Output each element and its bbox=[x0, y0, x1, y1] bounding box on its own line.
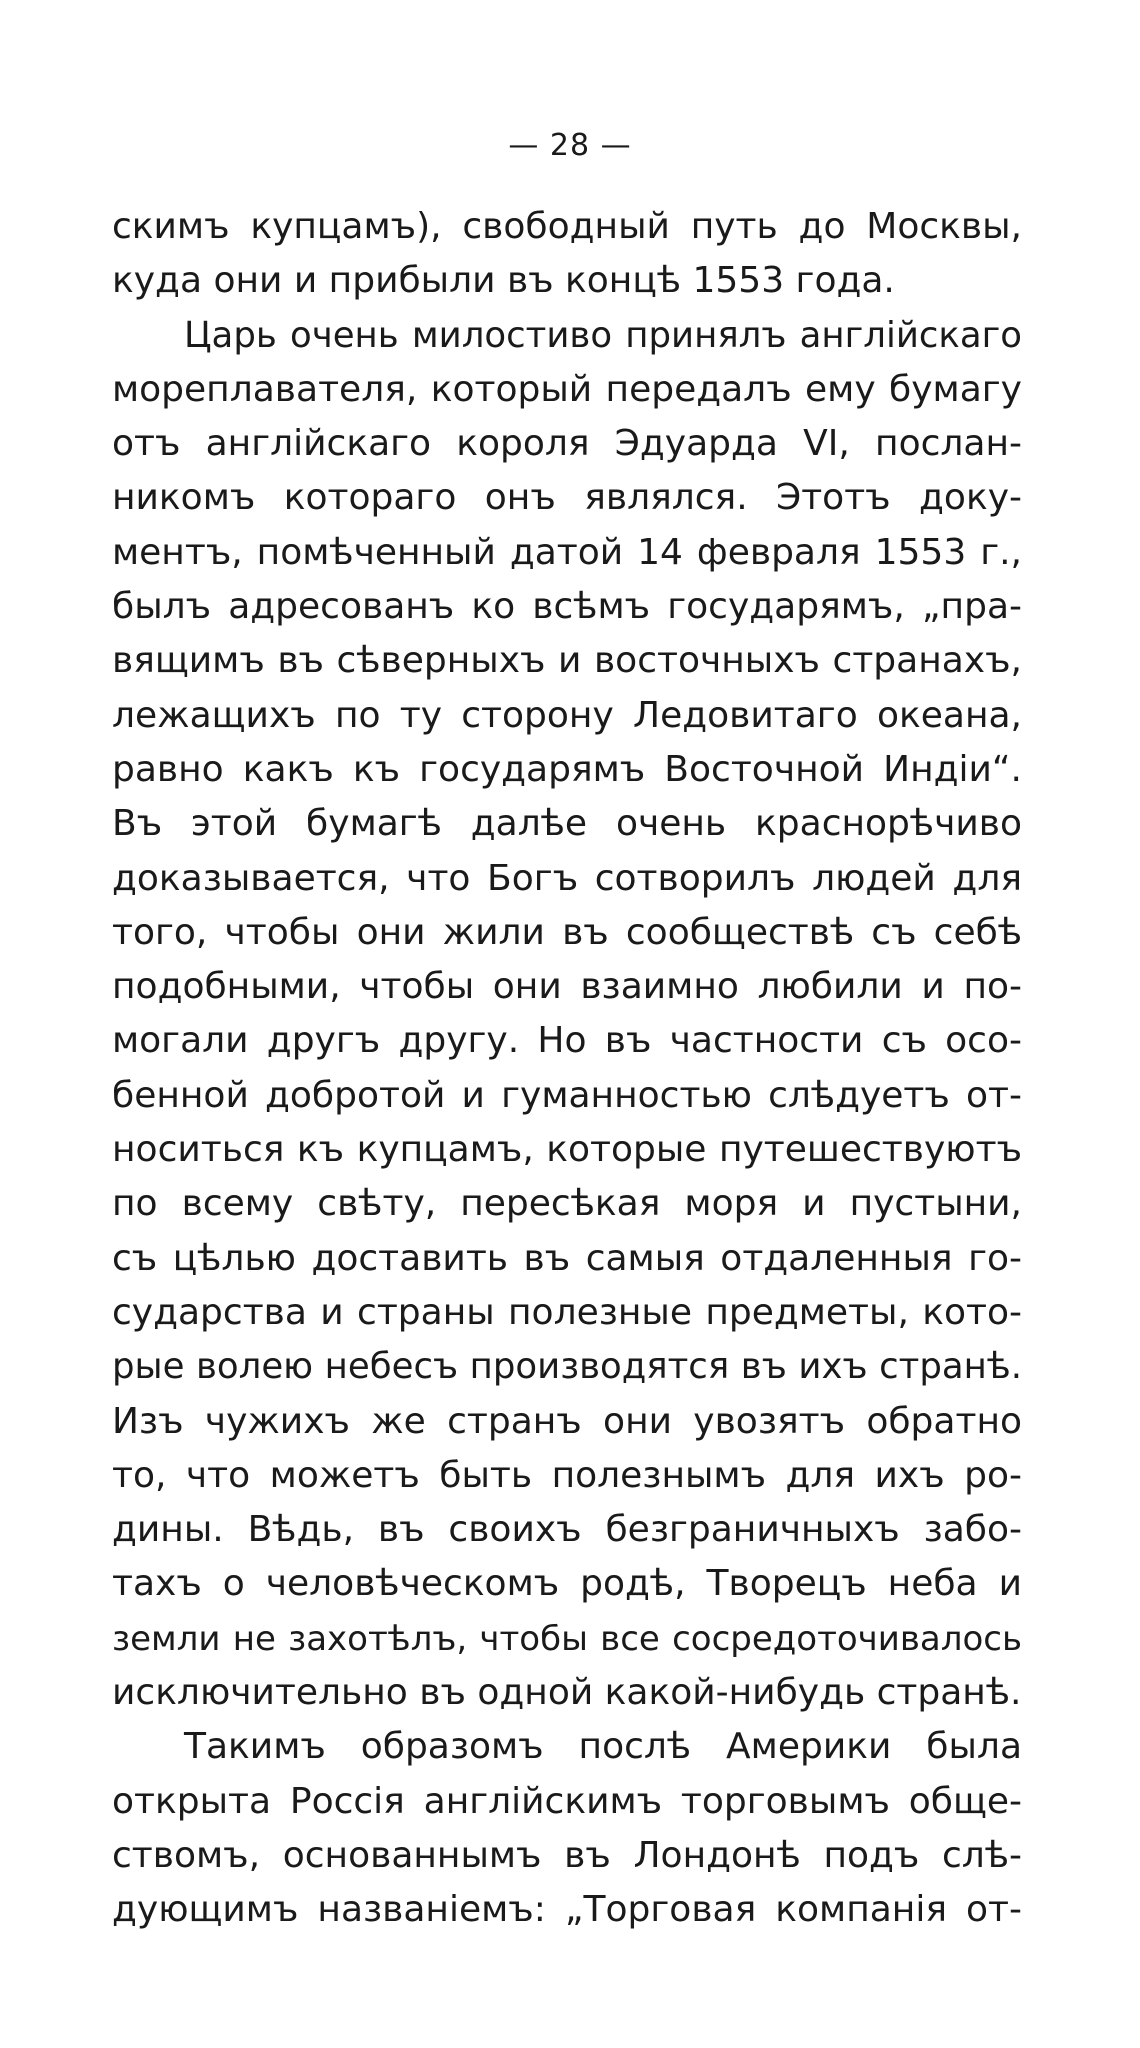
text-line: скимъ купцамъ), свободный путь до Москвы, bbox=[112, 206, 1022, 247]
text-line: то, что можетъ быть полезнымъ для ихъ ро- bbox=[112, 1454, 1022, 1496]
text-line: Изъ чужихъ же странъ они увозятъ обратно bbox=[112, 1400, 1022, 1442]
page-number: — 28 — bbox=[508, 128, 632, 163]
text-line: бенной добротой и гуманностью слѣдуетъ от- bbox=[112, 1074, 1022, 1116]
text-line: ствомъ, основаннымъ въ Лондонѣ подъ слѣ- bbox=[112, 1834, 1022, 1876]
text-line: Царь очень милостиво принялъ англійскаго bbox=[184, 314, 1022, 356]
text-line: доказывается, что Богъ сотворилъ людей для bbox=[112, 857, 1022, 899]
text-line: никомъ котораго онъ являлся. Этотъ доку- bbox=[112, 477, 1022, 519]
text-line: былъ адресованъ ко всѣмъ государямъ, „пра- bbox=[112, 586, 1022, 628]
text-line: носиться къ купцамъ, которые путешествуютъ bbox=[112, 1129, 1022, 1171]
text-line: рые волею небесъ производятся въ ихъ странѣ. bbox=[112, 1346, 1022, 1388]
text-line: дины. Вѣдь, въ своихъ безграничныхъ забо- bbox=[112, 1509, 1022, 1551]
text-line: вящимъ въ сѣверныхъ и восточныхъ странахъ, bbox=[112, 640, 1022, 682]
text-line: могали другъ другу. Но въ частности съ осо- bbox=[112, 1020, 1022, 1062]
text-line: куда они и прибыли въ концѣ 1553 года. bbox=[112, 260, 895, 302]
text-line: дующимъ названіемъ: „Торговая компанія от- bbox=[112, 1889, 1022, 1931]
text-line: открыта Россія англійскимъ торговымъ обще- bbox=[112, 1780, 1022, 1822]
text-line: подобными, чтобы они взаимно любили и по- bbox=[112, 966, 1022, 1008]
text-line: исключительно въ одной какой-нибудь странѣ. bbox=[112, 1672, 1022, 1714]
text-line: лежащихъ по ту сторону Ледовитаго океана, bbox=[112, 694, 1022, 736]
text-line: Въ этой бумагѣ далѣе очень краснорѣчиво bbox=[112, 803, 1022, 845]
text-line: съ цѣлью доставить въ самыя отдаленныя го- bbox=[112, 1237, 1022, 1279]
text-line: земли не захотѣлъ, чтобы все сосредоточивалось bbox=[112, 1618, 1022, 1659]
text-line: сударства и страны полезные предметы, кото- bbox=[112, 1291, 1022, 1333]
text-line: Такимъ образомъ послѣ Америки была bbox=[184, 1726, 1022, 1768]
text-line: равно какъ къ государямъ Восточной Индіи“. bbox=[112, 748, 1022, 790]
text-line: мореплавателя, который передалъ ему бумагу bbox=[112, 368, 1022, 410]
body-text bbox=[112, 200, 1022, 1938]
text-line: отъ англійскаго короля Эдуарда VI, послан- bbox=[112, 423, 1022, 465]
text-line: по всему свѣту, пересѣкая моря и пустыни, bbox=[112, 1183, 1022, 1225]
text-line: того, чтобы они жили въ сообществѣ съ себѣ bbox=[112, 911, 1022, 953]
text-line: тахъ о человѣческомъ родѣ, Творецъ неба и bbox=[112, 1563, 1022, 1605]
text-line: ментъ, помѣченный датой 14 февраля 1553 г., bbox=[112, 531, 1022, 573]
